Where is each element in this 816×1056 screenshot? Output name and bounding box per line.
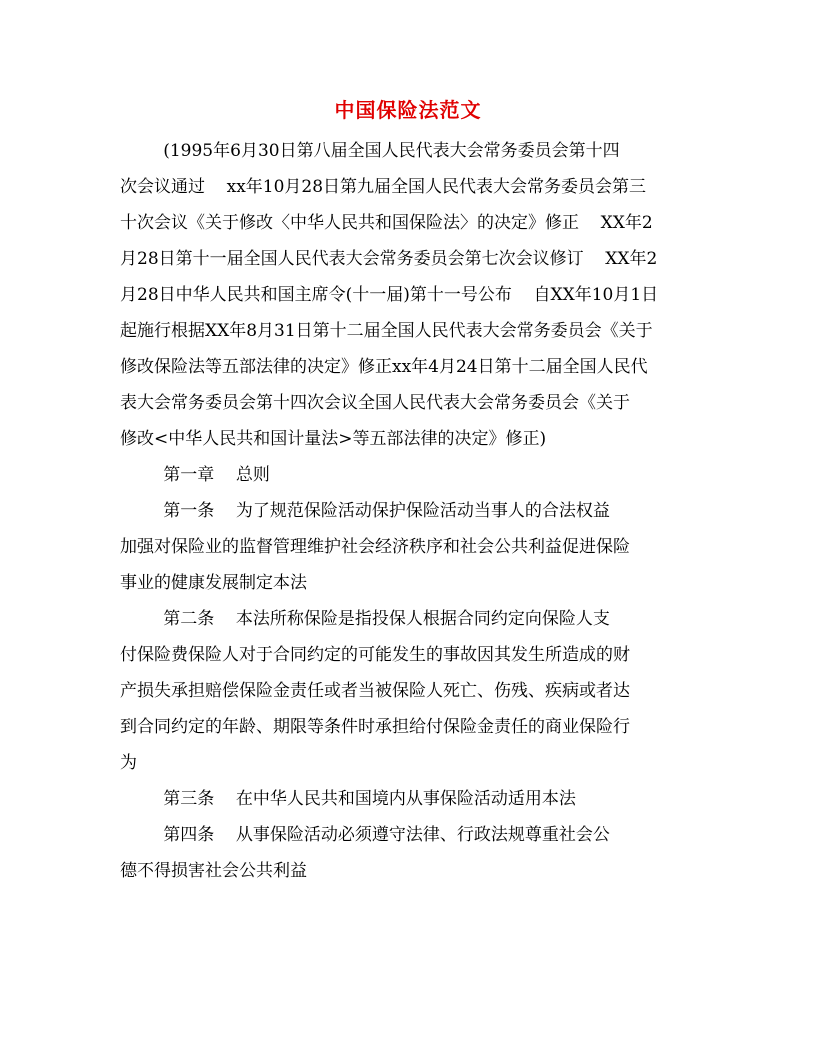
paragraph-line: 加强对保险业的监督管理维护社会经济秩序和社会公共利益促进保险 xyxy=(120,537,630,557)
paragraph-line: 修改保险法等五部法律的决定》修正xx年4月24日第十二届全国人民代 xyxy=(120,357,648,377)
paragraph-line: 次会议通过 xx年10月28日第九届全国人民代表大会常务委员会第三 xyxy=(120,177,647,197)
paragraph-line: 到合同约定的年龄、期限等条件时承担给付保险金责任的商业保险行 xyxy=(120,717,630,737)
paragraph-line: 第一条 为了规范保险活动保护保险活动当事人的合法权益 xyxy=(120,501,610,521)
document-title: 中国保险法范文 xyxy=(334,98,482,122)
paragraph-line: 付保险费保险人对于合同约定的可能发生的事故因其发生所造成的财 xyxy=(120,645,630,665)
paragraph-line: (1995年6月30日第八届全国人民代表大会常务委员会第十四 xyxy=(120,141,620,161)
paragraph-line: 事业的健康发展制定本法 xyxy=(120,573,307,593)
paragraph-line: 为 xyxy=(120,753,137,773)
paragraph-line: 十次会议《关于修改〈中华人民共和国保险法〉的决定》修正 XX年2 xyxy=(120,213,653,233)
paragraph-line: 德不得损害社会公共利益 xyxy=(120,861,307,881)
paragraph-line: 月28日中华人民共和国主席令(十一届)第十一号公布 自XX年10月1日 xyxy=(120,285,659,305)
paragraph-line: 表大会常务委员会第十四次会议全国人民代表大会常务委员会《关于 xyxy=(120,393,630,413)
paragraph-line: 第二条 本法所称保险是指投保人根据合同约定向保险人支 xyxy=(120,609,610,629)
chapter-heading: 第一章 总则 xyxy=(120,465,270,485)
paragraph-line: 第三条 在中华人民共和国境内从事保险活动适用本法 xyxy=(120,789,576,809)
paragraph-line: 月28日第十一届全国人民代表大会常务委员会第七次会议修订 XX年2 xyxy=(120,249,658,269)
paragraph-line: 产损失承担赔偿保险金责任或者当被保险人死亡、伤残、疾病或者达 xyxy=(120,681,630,701)
paragraph-line: 第四条 从事保险活动必须遵守法律、行政法规尊重社会公 xyxy=(120,825,610,845)
paragraph-line: 起施行根据XX年8月31日第十二届全国人民代表大会常务委员会《关于 xyxy=(120,321,653,341)
paragraph-line: 修改<中华人民共和国计量法>等五部法律的决定》修正) xyxy=(120,429,547,449)
